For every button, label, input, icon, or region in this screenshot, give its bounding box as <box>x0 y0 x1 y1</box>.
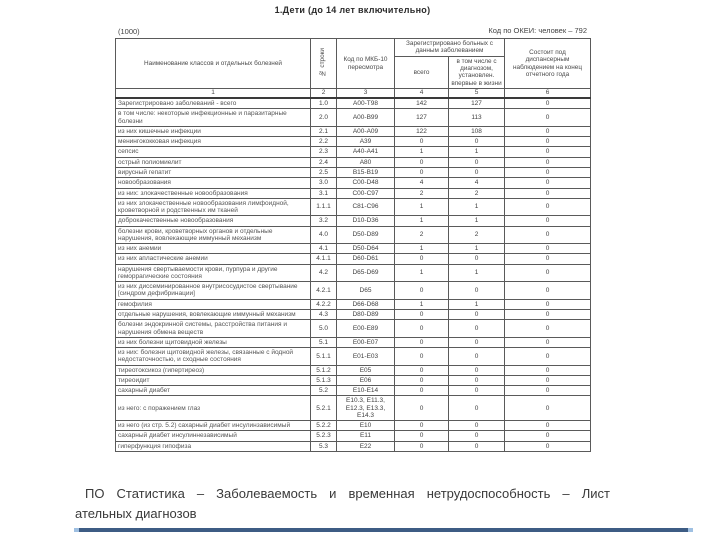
table-row <box>116 396 591 421</box>
first-time-count-cell: 2 <box>449 226 505 244</box>
first-time-count-cell: 0 <box>449 386 505 396</box>
table-row <box>116 264 591 282</box>
dispensary-count-cell: 0 <box>505 310 591 320</box>
table-row <box>116 147 591 157</box>
table-row <box>116 431 591 441</box>
row-number-cell: 4.1.1 <box>311 254 337 264</box>
first-time-count-cell: 0 <box>449 320 505 338</box>
first-time-count-cell: 0 <box>449 348 505 366</box>
first-time-count-cell: 0 <box>449 168 505 178</box>
page-title: 1.Дети (до 14 лет включительно) <box>274 5 431 15</box>
header-total: всего <box>395 56 449 88</box>
dispensary-count-cell: 0 <box>505 157 591 167</box>
first-time-count-cell: 0 <box>449 157 505 167</box>
total-count-cell: 122 <box>395 126 449 136</box>
total-count-cell: 1 <box>395 147 449 157</box>
dispensary-count-cell: 0 <box>505 137 591 147</box>
column-number-3: 3 <box>337 89 395 99</box>
disease-name-cell: сепсис <box>116 147 311 157</box>
dispensary-count-cell: 0 <box>505 98 591 109</box>
icd-code-cell: E22 <box>337 441 395 451</box>
row-number-cell: 5.1 <box>311 337 337 347</box>
row-number-cell: 4.0 <box>311 226 337 244</box>
row-number-cell: 3.1 <box>311 188 337 198</box>
row-number-cell: 5.1.2 <box>311 365 337 375</box>
total-count-cell: 0 <box>395 386 449 396</box>
disease-name-cell: из них болезни щитовидной железы <box>116 337 311 347</box>
total-count-cell: 0 <box>395 137 449 147</box>
first-time-count-cell: 0 <box>449 421 505 431</box>
icd-code-cell: B15-B19 <box>337 168 395 178</box>
icd-code-cell: D65 <box>337 282 395 300</box>
dispensary-count-cell: 0 <box>505 282 591 300</box>
table-row <box>116 137 591 147</box>
table-row <box>116 320 591 338</box>
disease-name-cell: из них анемии <box>116 244 311 254</box>
total-count-cell: 142 <box>395 98 449 109</box>
table-row <box>116 365 591 375</box>
icd-code-cell: E00-E07 <box>337 337 395 347</box>
header-disease-name: Наименование классов и отдельных болезней <box>116 39 311 89</box>
total-count-cell: 0 <box>395 365 449 375</box>
row-number-cell: 5.2.2 <box>311 421 337 431</box>
table-row <box>116 337 591 347</box>
column-numbers-row <box>116 89 591 99</box>
icd-code-cell: E11 <box>337 431 395 441</box>
disease-name-cell: из них апластические анемии <box>116 254 311 264</box>
dispensary-count-cell: 0 <box>505 421 591 431</box>
first-time-count-cell: 127 <box>449 98 505 109</box>
first-time-count-cell: 108 <box>449 126 505 136</box>
dispensary-count-cell: 0 <box>505 226 591 244</box>
icd-code-cell: A00-A09 <box>337 126 395 136</box>
icd-code-cell: D66-D68 <box>337 299 395 309</box>
dispensary-count-cell: 0 <box>505 147 591 157</box>
total-count-cell: 127 <box>395 109 449 127</box>
row-number-cell: 1.0 <box>311 98 337 109</box>
table-row <box>116 168 591 178</box>
total-count-cell: 1 <box>395 264 449 282</box>
row-number-cell: 2.0 <box>311 109 337 127</box>
dispensary-count-cell: 0 <box>505 337 591 347</box>
icd-code-cell: D65-D69 <box>337 264 395 282</box>
row-number-cell: 2.3 <box>311 147 337 157</box>
disease-name-cell: менингококковая инфекция <box>116 137 311 147</box>
table-row <box>116 386 591 396</box>
table-row <box>116 375 591 385</box>
row-number-cell: 4.2.2 <box>311 299 337 309</box>
disease-name-cell: доброкачественные новообразования <box>116 216 311 226</box>
icd-code-cell: E10-E14 <box>337 386 395 396</box>
dispensary-count-cell: 0 <box>505 431 591 441</box>
table-row <box>116 178 591 188</box>
disease-name-cell: из них: болезни щитовидной железы, связанные с йодной недостаточностью, и сходные состояния <box>116 348 311 366</box>
first-time-count-cell: 0 <box>449 254 505 264</box>
dispensary-count-cell: 0 <box>505 348 591 366</box>
disease-name-cell: нарушения свертываемости крови, пурпура и другие геморрагические состояния <box>116 264 311 282</box>
form-code: (1000) <box>118 27 140 36</box>
row-number-cell: 5.2.1 <box>311 396 337 421</box>
total-count-cell: 0 <box>395 441 449 451</box>
table-body <box>116 98 591 451</box>
row-number-cell: 5.1.1 <box>311 348 337 366</box>
disease-name-cell: в том числе: некоторые инфекционные и паразитарные болезни <box>116 109 311 127</box>
first-time-count-cell: 0 <box>449 310 505 320</box>
table-row <box>116 441 591 451</box>
table-row <box>116 348 591 366</box>
table-row <box>116 109 591 127</box>
header-registered-group: Зарегистрировано больных с данным заболеванием <box>395 39 505 57</box>
dispensary-count-cell: 0 <box>505 375 591 385</box>
row-number-cell: 3.2 <box>311 216 337 226</box>
icd-code-cell: C81-C96 <box>337 198 395 216</box>
total-count-cell: 2 <box>395 188 449 198</box>
first-time-count-cell: 0 <box>449 375 505 385</box>
disease-name-cell: Зарегистрировано заболеваний - всего <box>116 98 311 109</box>
disease-name-cell: тиреотоксикоз (гипертиреоз) <box>116 365 311 375</box>
dispensary-count-cell: 0 <box>505 320 591 338</box>
first-time-count-cell: 0 <box>449 365 505 375</box>
row-number-cell: 3.0 <box>311 178 337 188</box>
icd-code-cell: E10.3, E11.3, E12.3, E13.3, E14.3 <box>337 396 395 421</box>
table-row <box>116 244 591 254</box>
total-count-cell: 4 <box>395 178 449 188</box>
total-count-cell: 0 <box>395 157 449 167</box>
dispensary-count-cell: 0 <box>505 244 591 254</box>
first-time-count-cell: 0 <box>449 282 505 300</box>
table-row <box>116 126 591 136</box>
dispensary-count-cell: 0 <box>505 198 591 216</box>
first-time-count-cell: 1 <box>449 216 505 226</box>
icd-code-cell: D10-D36 <box>337 216 395 226</box>
table-header <box>116 39 591 99</box>
total-count-cell: 2 <box>395 226 449 244</box>
row-number-cell: 4.1 <box>311 244 337 254</box>
total-count-cell: 1 <box>395 299 449 309</box>
icd-code-cell: E06 <box>337 375 395 385</box>
scrollbar-left-tip[interactable] <box>74 528 79 532</box>
icd-code-cell: E05 <box>337 365 395 375</box>
column-number-6: 6 <box>505 89 591 99</box>
first-time-count-cell: 4 <box>449 178 505 188</box>
first-time-count-cell: 113 <box>449 109 505 127</box>
icd-code-cell: E01-E03 <box>337 348 395 366</box>
caption-line-2: ательных диагнозов <box>75 506 197 521</box>
total-count-cell: 1 <box>395 198 449 216</box>
table-row <box>116 198 591 216</box>
icd-code-cell: C00-D48 <box>337 178 395 188</box>
total-count-cell: 0 <box>395 168 449 178</box>
header-row-number <box>311 39 337 89</box>
table-row <box>116 216 591 226</box>
total-count-cell: 0 <box>395 421 449 431</box>
row-number-cell: 5.1.3 <box>311 375 337 385</box>
total-count-cell: 0 <box>395 310 449 320</box>
disease-name-cell: из него: с поражением глаз <box>116 396 311 421</box>
table-row <box>116 299 591 309</box>
icd-code-cell: D50-D64 <box>337 244 395 254</box>
dispensary-count-cell: 0 <box>505 396 591 421</box>
table-row <box>116 98 591 109</box>
first-time-count-cell: 0 <box>449 337 505 347</box>
total-count-cell: 0 <box>395 396 449 421</box>
disease-name-cell: из них кишечные инфекции <box>116 126 311 136</box>
table-row <box>116 188 591 198</box>
icd-code-cell: D60-D61 <box>337 254 395 264</box>
column-number-1: 1 <box>116 89 311 99</box>
first-time-count-cell: 1 <box>449 244 505 254</box>
total-count-cell: 1 <box>395 244 449 254</box>
dispensary-count-cell: 0 <box>505 254 591 264</box>
first-time-count-cell: 0 <box>449 137 505 147</box>
disease-name-cell: отдельные нарушения, вовлекающие иммунный механизм <box>116 310 311 320</box>
table-row <box>116 282 591 300</box>
row-number-cell: 5.3 <box>311 441 337 451</box>
icd-code-cell: A80 <box>337 157 395 167</box>
dispensary-count-cell: 0 <box>505 126 591 136</box>
dispensary-count-cell: 0 <box>505 168 591 178</box>
total-count-cell: 0 <box>395 282 449 300</box>
column-number-2: 2 <box>311 89 337 99</box>
icd-code-cell: E00-E89 <box>337 320 395 338</box>
total-count-cell: 0 <box>395 320 449 338</box>
caption-line-1: ПО Статистика – Заболеваемость и временная нетрудоспособность – Лист <box>85 486 610 501</box>
disease-name-cell: вирусный гепатит <box>116 168 311 178</box>
total-count-cell: 0 <box>395 431 449 441</box>
first-time-count-cell: 0 <box>449 441 505 451</box>
dispensary-count-cell: 0 <box>505 264 591 282</box>
table-row <box>116 310 591 320</box>
dispensary-count-cell: 0 <box>505 188 591 198</box>
icd-code-cell: E10 <box>337 421 395 431</box>
total-count-cell: 0 <box>395 375 449 385</box>
first-time-count-cell: 1 <box>449 299 505 309</box>
icd-code-cell: A00-T98 <box>337 98 395 109</box>
row-number-cell: 4.2 <box>311 264 337 282</box>
row-number-cell: 1.1.1 <box>311 198 337 216</box>
disease-name-cell: гиперфункция гипофиза <box>116 441 311 451</box>
row-number-cell: 5.2 <box>311 386 337 396</box>
dispensary-count-cell: 0 <box>505 299 591 309</box>
row-number-vertical-label: № строки <box>319 48 327 77</box>
disease-name-cell: болезни эндокринной системы, расстройства питания и нарушения обмена веществ <box>116 320 311 338</box>
column-number-5: 5 <box>449 89 505 99</box>
row-number-cell: 2.2 <box>311 137 337 147</box>
table-row <box>116 254 591 264</box>
disease-name-cell: гемофилия <box>116 299 311 309</box>
column-number-4: 4 <box>395 89 449 99</box>
disease-table <box>115 38 591 452</box>
icd-code-cell: C00-C97 <box>337 188 395 198</box>
dispensary-count-cell: 0 <box>505 178 591 188</box>
total-count-cell: 0 <box>395 348 449 366</box>
table-row <box>116 157 591 167</box>
total-count-cell: 0 <box>395 254 449 264</box>
dispensary-count-cell: 0 <box>505 386 591 396</box>
bottom-scrollbar[interactable] <box>78 528 689 532</box>
first-time-count-cell: 1 <box>449 147 505 157</box>
first-time-count-cell: 1 <box>449 198 505 216</box>
row-number-cell: 2.5 <box>311 168 337 178</box>
header-icd-code: Код по МКБ-10 пересмотра <box>337 39 395 89</box>
disease-name-cell: сахарный диабет <box>116 386 311 396</box>
scrollbar-right-tip[interactable] <box>688 528 693 532</box>
row-number-cell: 5.0 <box>311 320 337 338</box>
okei-code: Код по ОКЕИ: человек – 792 <box>488 26 587 35</box>
row-number-cell: 2.4 <box>311 157 337 167</box>
header-first-time: в том числе с диагнозом, установлен. впервые в жизни <box>449 56 505 88</box>
disease-name-cell: из него (из стр. 5.2) сахарный диабет инсулинзависимый <box>116 421 311 431</box>
first-time-count-cell: 0 <box>449 396 505 421</box>
table-row <box>116 421 591 431</box>
icd-code-cell: D80-D89 <box>337 310 395 320</box>
disease-name-cell: болезни крови, кроветворных органов и отдельные нарушения, вовлекающие иммунный механизм <box>116 226 311 244</box>
dispensary-count-cell: 0 <box>505 441 591 451</box>
icd-code-cell: A00-B99 <box>337 109 395 127</box>
row-number-cell: 4.2.1 <box>311 282 337 300</box>
row-number-cell: 4.3 <box>311 310 337 320</box>
icd-code-cell: D50-D89 <box>337 226 395 244</box>
row-number-cell: 5.2.3 <box>311 431 337 441</box>
disease-name-cell: острый полиомиелит <box>116 157 311 167</box>
disease-name-cell: из них злокачественные новообразования лимфоидной, кроветворной и родственных им тканей <box>116 198 311 216</box>
first-time-count-cell: 1 <box>449 264 505 282</box>
total-count-cell: 0 <box>395 337 449 347</box>
disease-name-cell: из них: злокачественные новообразования <box>116 188 311 198</box>
first-time-count-cell: 2 <box>449 188 505 198</box>
disease-name-cell: новообразования <box>116 178 311 188</box>
dispensary-count-cell: 0 <box>505 365 591 375</box>
table-row <box>116 226 591 244</box>
icd-code-cell: A39 <box>337 137 395 147</box>
dispensary-count-cell: 0 <box>505 109 591 127</box>
disease-name-cell: сахарный диабет инсулиннезависимый <box>116 431 311 441</box>
header-dispensary: Состоит под диспансерным наблюдением на конец отчетного года <box>505 39 591 89</box>
total-count-cell: 1 <box>395 216 449 226</box>
icd-code-cell: A40-A41 <box>337 147 395 157</box>
disease-name-cell: тиреоидит <box>116 375 311 385</box>
first-time-count-cell: 0 <box>449 431 505 441</box>
row-number-cell: 2.1 <box>311 126 337 136</box>
dispensary-count-cell: 0 <box>505 216 591 226</box>
disease-name-cell: из них диссеминированное внутрисосудистое свертывание [синдром дефибринации] <box>116 282 311 300</box>
